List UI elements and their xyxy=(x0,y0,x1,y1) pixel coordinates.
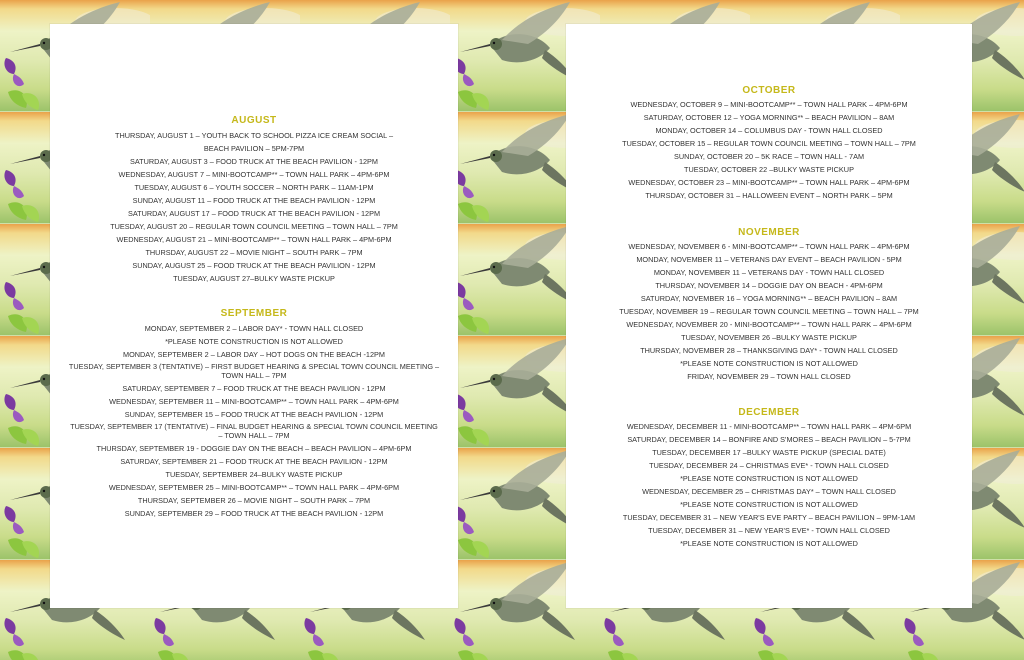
list-item: TUESDAY, DECEMBER 24 – CHRISTMAS EVE* - TOWN HALL CLOSED xyxy=(649,461,889,470)
list-item: TUESDAY, NOVEMBER 26 –BULKY WASTE PICKUP xyxy=(681,333,857,342)
list-item: WEDNESDAY, DECEMBER 25 – CHRISTMAS DAY* – TOWN HALL CLOSED xyxy=(642,487,896,496)
list-item: *PLEASE NOTE CONSTRUCTION IS NOT ALLOWED xyxy=(680,500,858,509)
left-page-panel xyxy=(50,24,458,608)
list-item: MONDAY, NOVEMBER 11 – VETERANS DAY - TOWN HALL CLOSED xyxy=(653,268,885,277)
november-section xyxy=(566,227,972,383)
list-item: *PLEASE NOTE CONSTRUCTION IS NOT ALLOWED xyxy=(680,474,858,483)
list-item: THURSDAY, SEPTEMBER 19 - DOGGIE DAY ON THE BEACH – BEACH PAVILION – 4PM-6PM xyxy=(96,444,412,453)
list-item: SATURDAY, AUGUST 3 – FOOD TRUCK AT THE BEACH PAVILION - 12PM xyxy=(129,157,379,166)
list-item: WEDNESDAY, OCTOBER 9 – MINI-BOOTCAMP** – TOWN HALL PARK – 4PM-6PM xyxy=(630,100,908,109)
list-item: TUESDAY, AUGUST 20 – REGULAR TOWN COUNCIL MEETING – TOWN HALL – 7PM xyxy=(110,222,398,231)
list-item: SATURDAY, SEPTEMBER 21 – FOOD TRUCK AT THE BEACH PAVILION - 12PM xyxy=(120,457,388,466)
list-item: FRIDAY, NOVEMBER 29 – TOWN HALL CLOSED xyxy=(687,372,851,381)
august-section xyxy=(50,115,458,285)
october-section xyxy=(566,85,972,202)
list-item: SATURDAY, NOVEMBER 16 – YOGA MORNING** – BEACH PAVILION – 8AM xyxy=(640,294,898,303)
list-item: SUNDAY, OCTOBER 20 – 5K RACE – TOWN HALL - 7AM xyxy=(673,152,865,161)
list-item: TUESDAY, DECEMBER 31 – NEW YEAR'S EVE PARTY – BEACH PAVILION – 9PM-1AM xyxy=(622,513,916,522)
list-item: TUESDAY, SEPTEMBER 3 (TENTATIVE) – FIRST BUDGET HEARING & SPECIAL TOWN COUNCIL MEETING – TOWN HALL – 7PM xyxy=(68,362,440,380)
list-item: WEDNESDAY, SEPTEMBER 11 – MINI-BOOTCAMP** – TOWN HALL PARK – 4PM-6PM xyxy=(109,397,399,406)
list-item: THURSDAY, AUGUST 1 – YOUTH BACK TO SCHOOL PIZZA ICE CREAM SOCIAL – xyxy=(114,131,394,140)
list-item: SATURDAY, AUGUST 17 – FOOD TRUCK AT THE BEACH PAVILION - 12PM xyxy=(127,209,381,218)
list-item: SATURDAY, OCTOBER 12 – YOGA MORNING** – BEACH PAVILION – 8AM xyxy=(643,113,895,122)
month-heading-november: NOVEMBER xyxy=(738,227,800,238)
list-item: THURSDAY, OCTOBER 31 – HALLOWEEN EVENT – NORTH PARK – 5PM xyxy=(645,191,893,200)
list-item: THURSDAY, SEPTEMBER 26 – MOVIE NIGHT – SOUTH PARK – 7PM xyxy=(137,496,371,505)
list-item: WEDNESDAY, DECEMBER 11 - MINI-BOOTCAMP** – TOWN HALL PARK – 4PM-6PM xyxy=(626,422,912,431)
list-item: SUNDAY, SEPTEMBER 29 – FOOD TRUCK AT THE BEACH PAVILION - 12PM xyxy=(124,509,384,518)
list-item: TUESDAY, OCTOBER 15 – REGULAR TOWN COUNCIL MEETING – TOWN HALL – 7PM xyxy=(622,139,916,148)
december-section xyxy=(566,407,972,550)
list-item: TUESDAY, SEPTEMBER 17 (TENTATIVE) – FINAL BUDGET HEARING & SPECIAL TOWN COUNCIL MEETING – TOWN HALL – 7PM xyxy=(70,422,438,440)
list-item: SATURDAY, DECEMBER 14 – BONFIRE AND S'MORES – BEACH PAVILION – 5-7PM xyxy=(627,435,911,444)
list-item: SUNDAY, SEPTEMBER 15 – FOOD TRUCK AT THE BEACH PAVILION - 12PM xyxy=(124,410,384,419)
list-item: *PLEASE NOTE CONSTRUCTION IS NOT ALLOWED xyxy=(680,539,858,548)
list-item: TUESDAY, DECEMBER 31 – NEW YEAR'S EVE* - TOWN HALL CLOSED xyxy=(648,526,890,535)
list-item: WEDNESDAY, AUGUST 7 – MINI-BOOTCAMP** – TOWN HALL PARK – 4PM-6PM xyxy=(118,170,390,179)
list-item: TUESDAY, AUGUST 27–BULKY WASTE PICKUP xyxy=(173,274,335,283)
list-item: THURSDAY, NOVEMBER 14 – DOGGIE DAY ON BEACH - 4PM-6PM xyxy=(655,281,883,290)
list-item: SATURDAY, SEPTEMBER 7 – FOOD TRUCK AT THE BEACH PAVILION - 12PM xyxy=(122,384,386,393)
list-item: MONDAY, NOVEMBER 11 – VETERANS DAY EVENT – BEACH PAVILION - 5PM xyxy=(636,255,902,264)
list-item: THURSDAY, NOVEMBER 28 – THANKSGIVING DAY* - TOWN HALL CLOSED xyxy=(640,346,898,355)
list-item: THURSDAY, AUGUST 22 – MOVIE NIGHT – SOUTH PARK – 7PM xyxy=(145,248,363,257)
list-item: SUNDAY, AUGUST 11 – FOOD TRUCK AT THE BEACH PAVILION - 12PM xyxy=(132,196,376,205)
list-item: MONDAY, SEPTEMBER 2 – LABOR DAY* - TOWN HALL CLOSED xyxy=(144,324,364,333)
list-item: WEDNESDAY, NOVEMBER 20 - MINI-BOOTCAMP** – TOWN HALL PARK – 4PM-6PM xyxy=(626,320,912,329)
list-item: BEACH PAVILION – 5PM-7PM xyxy=(203,144,305,153)
list-item: SUNDAY, AUGUST 25 – FOOD TRUCK AT THE BEACH PAVILION - 12PM xyxy=(132,261,376,270)
september-section xyxy=(50,308,458,520)
list-item: *PLEASE NOTE CONSTRUCTION IS NOT ALLOWED xyxy=(680,359,858,368)
list-item: MONDAY, OCTOBER 14 – COLUMBUS DAY - TOWN HALL CLOSED xyxy=(655,126,883,135)
list-item: TUESDAY, DECEMBER 17 –BULKY WASTE PICKUP (SPECIAL DATE) xyxy=(652,448,886,457)
list-item: MONDAY, SEPTEMBER 2 – LABOR DAY – HOT DOGS ON THE BEACH -12PM xyxy=(123,350,385,359)
month-heading-october: OCTOBER xyxy=(742,85,796,96)
list-item: TUESDAY, OCTOBER 22 –BULKY WASTE PICKUP xyxy=(684,165,854,174)
month-heading-august: AUGUST xyxy=(231,115,277,126)
list-item: TUESDAY, AUGUST 6 – YOUTH SOCCER – NORTH PARK – 11AM-1PM xyxy=(134,183,374,192)
list-item: TUESDAY, NOVEMBER 19 – REGULAR TOWN COUNCIL MEETING – TOWN HALL – 7PM xyxy=(619,307,919,316)
month-heading-september: SEPTEMBER xyxy=(220,308,288,319)
list-item: TUESDAY, SEPTEMBER 24–BULKY WASTE PICKUP xyxy=(165,470,343,479)
list-item: *PLEASE NOTE CONSTRUCTION IS NOT ALLOWED xyxy=(165,337,343,346)
list-item: WEDNESDAY, NOVEMBER 6 - MINI-BOOTCAMP** – TOWN HALL PARK – 4PM-6PM xyxy=(628,242,910,251)
list-item: WEDNESDAY, SEPTEMBER 25 – MINI-BOOTCAMP** – TOWN HALL PARK – 4PM-6PM xyxy=(108,483,400,492)
month-heading-december: DECEMBER xyxy=(738,407,800,418)
list-item: WEDNESDAY, AUGUST 21 – MINI-BOOTCAMP** – TOWN HALL PARK – 4PM-6PM xyxy=(116,235,392,244)
list-item: WEDNESDAY, OCTOBER 23 – MINI-BOOTCAMP** – TOWN HALL PARK – 4PM-6PM xyxy=(628,178,910,187)
right-page-panel xyxy=(566,24,972,608)
